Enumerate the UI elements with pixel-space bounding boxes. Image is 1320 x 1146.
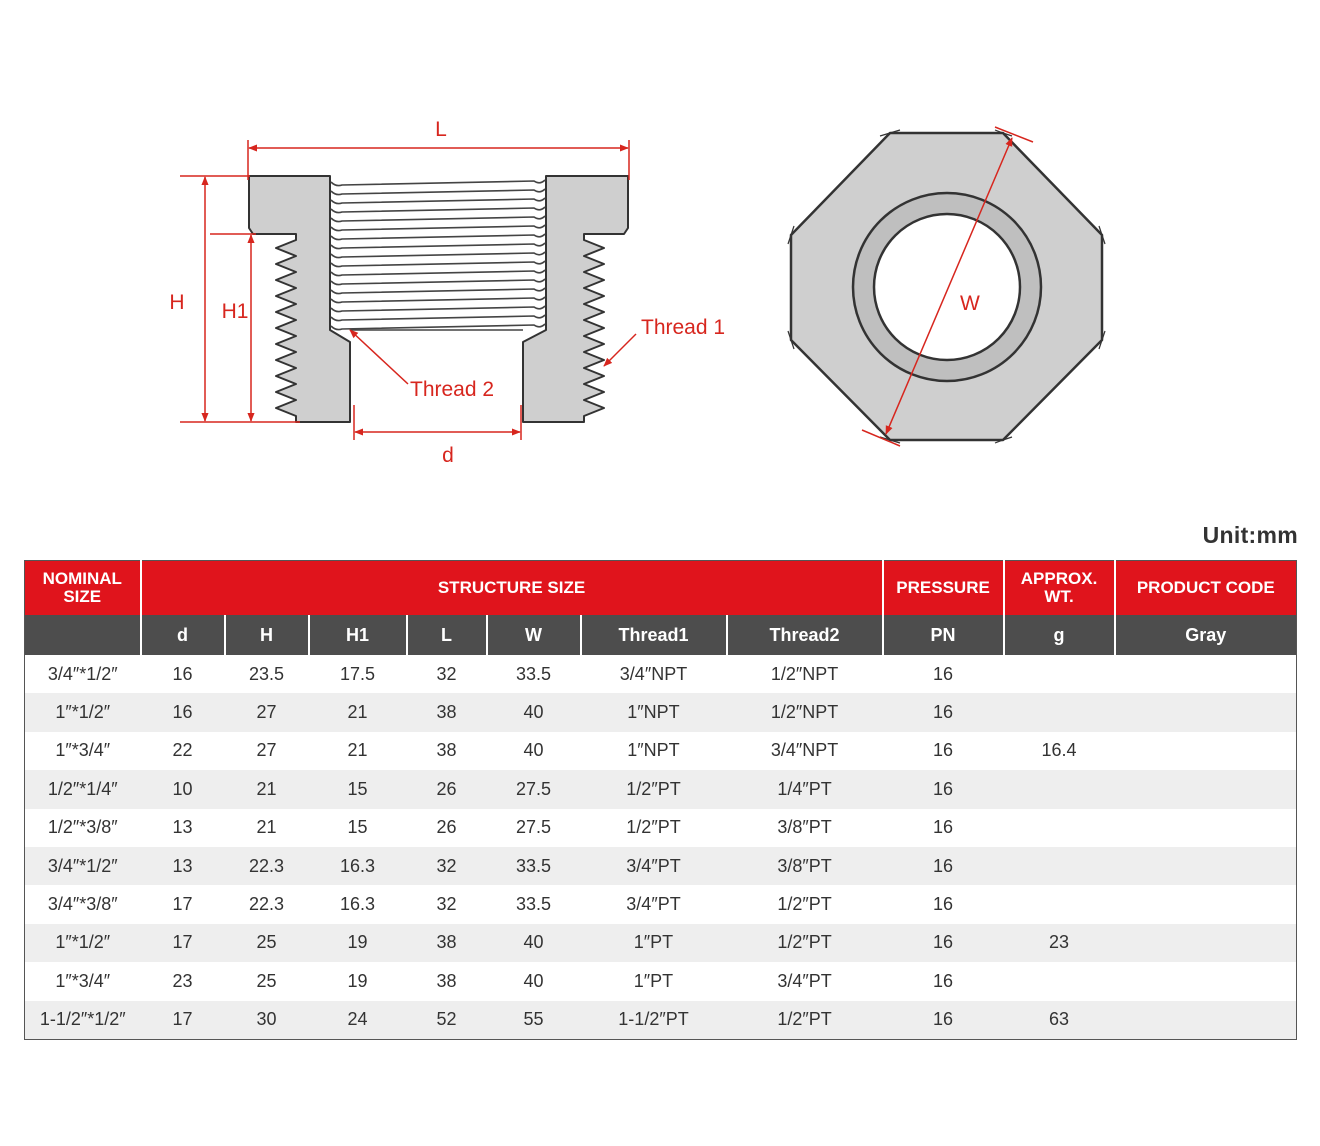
inner-thread-line bbox=[331, 315, 545, 321]
table-cell: 38 bbox=[407, 693, 487, 731]
table-cell: 16 bbox=[883, 1001, 1004, 1040]
table-cell: 16 bbox=[883, 693, 1004, 731]
table-cell: 26 bbox=[407, 770, 487, 808]
table-cell: 19 bbox=[309, 924, 407, 962]
inner-thread-line bbox=[331, 270, 545, 276]
table-cell bbox=[1004, 885, 1115, 923]
subheader-cell bbox=[25, 615, 141, 655]
table-cell: 22 bbox=[141, 732, 225, 770]
label-W: W bbox=[960, 292, 980, 315]
table-cell: 38 bbox=[407, 962, 487, 1000]
table-cell: 32 bbox=[407, 885, 487, 923]
inner-thread-line bbox=[331, 180, 545, 186]
table-cell: 24 bbox=[309, 1001, 407, 1040]
table-cell: 16.4 bbox=[1004, 732, 1115, 770]
table-cell: 1/2″PT bbox=[727, 1001, 883, 1040]
table-cell: 16.3 bbox=[309, 847, 407, 885]
subheader-cell: d bbox=[141, 615, 225, 655]
inner-thread-line bbox=[331, 261, 545, 267]
inner-thread-line bbox=[331, 288, 545, 294]
table-cell: 16 bbox=[883, 847, 1004, 885]
table-row bbox=[25, 732, 1297, 770]
table-cell: 1/2″*1/4″ bbox=[25, 770, 141, 808]
table-cell bbox=[1115, 924, 1297, 962]
table-cell bbox=[1004, 770, 1115, 808]
table-cell: 1″NPT bbox=[581, 693, 727, 731]
table-cell: 10 bbox=[141, 770, 225, 808]
table-cell: 3/4″*1/2″ bbox=[25, 847, 141, 885]
inner-thread-line bbox=[331, 225, 545, 231]
table-cell: 16 bbox=[883, 962, 1004, 1000]
header-structure-size: STRUCTURE SIZE bbox=[141, 561, 883, 616]
table-header-group-row bbox=[25, 561, 1297, 616]
subheader-cell: g bbox=[1004, 615, 1115, 655]
top-view bbox=[788, 127, 1105, 446]
table-cell: 3/4″NPT bbox=[581, 655, 727, 693]
unit-label: Unit:mm bbox=[1202, 522, 1298, 548]
table-cell bbox=[1115, 732, 1297, 770]
label-d: d bbox=[442, 444, 454, 467]
header-approx-wt: APPROX. WT. bbox=[1004, 561, 1115, 616]
subheader-cell: H1 bbox=[309, 615, 407, 655]
inner-thread-lines bbox=[331, 180, 545, 330]
header-pressure: PRESSURE bbox=[883, 561, 1004, 616]
table-cell: 1/2″NPT bbox=[727, 655, 883, 693]
table-cell: 55 bbox=[487, 1001, 581, 1040]
table-cell: 1-1/2″PT bbox=[581, 1001, 727, 1040]
subheader-cell: Thread2 bbox=[727, 615, 883, 655]
table-row bbox=[25, 847, 1297, 885]
table-cell: 32 bbox=[407, 655, 487, 693]
table-cell: 33.5 bbox=[487, 655, 581, 693]
label-H1: H1 bbox=[221, 300, 249, 323]
table-row bbox=[25, 885, 1297, 923]
table-cell: 16 bbox=[883, 732, 1004, 770]
table-row bbox=[25, 693, 1297, 731]
header-nominal-size: NOMINAL SIZE bbox=[25, 561, 141, 616]
table-cell: 40 bbox=[487, 962, 581, 1000]
label-L: L bbox=[435, 118, 447, 141]
table-cell: 17.5 bbox=[309, 655, 407, 693]
table-cell: 3/4″*3/8″ bbox=[25, 885, 141, 923]
table-cell: 27 bbox=[225, 693, 309, 731]
table-cell: 1/2″PT bbox=[727, 885, 883, 923]
table-cell: 63 bbox=[1004, 1001, 1115, 1040]
table-cell bbox=[1004, 962, 1115, 1000]
technical-drawing bbox=[0, 0, 1320, 510]
table-cell: 15 bbox=[309, 770, 407, 808]
table-cell: 1/2″PT bbox=[581, 770, 727, 808]
table-cell bbox=[1115, 1001, 1297, 1040]
inner-thread-line bbox=[331, 216, 545, 222]
table-cell: 27.5 bbox=[487, 809, 581, 847]
table-cell: 23 bbox=[1004, 924, 1115, 962]
table-cell: 16 bbox=[883, 809, 1004, 847]
table-cell: 3/8″PT bbox=[727, 809, 883, 847]
table-cell bbox=[1115, 847, 1297, 885]
subheader-cell: L bbox=[407, 615, 487, 655]
bore-opening bbox=[874, 214, 1020, 360]
inner-thread-line bbox=[331, 189, 545, 195]
table-cell: 3/4″*1/2″ bbox=[25, 655, 141, 693]
table-cell: 33.5 bbox=[487, 885, 581, 923]
table-cell: 30 bbox=[225, 1001, 309, 1040]
table-cell: 3/8″PT bbox=[727, 847, 883, 885]
bushing-left-half bbox=[249, 176, 350, 422]
table-cell bbox=[1115, 770, 1297, 808]
table-cell: 16 bbox=[141, 655, 225, 693]
table-cell bbox=[1004, 847, 1115, 885]
table-cell: 3/4″NPT bbox=[727, 732, 883, 770]
thread2-leader bbox=[350, 330, 408, 384]
table-cell: 52 bbox=[407, 1001, 487, 1040]
inner-thread-line bbox=[331, 297, 545, 303]
label-H: H bbox=[169, 291, 185, 314]
table-cell: 1/2″NPT bbox=[727, 693, 883, 731]
table-row bbox=[25, 962, 1297, 1000]
table-cell: 1/2″*3/8″ bbox=[25, 809, 141, 847]
table-cell: 16 bbox=[141, 693, 225, 731]
table-cell: 16 bbox=[883, 655, 1004, 693]
subheader-cell: Thread1 bbox=[581, 615, 727, 655]
table-cell: 1/2″PT bbox=[727, 924, 883, 962]
table-cell: 16.3 bbox=[309, 885, 407, 923]
table-cell: 22.3 bbox=[225, 847, 309, 885]
table-cell: 1-1/2″*1/2″ bbox=[25, 1001, 141, 1040]
table-cell: 1″*1/2″ bbox=[25, 693, 141, 731]
table-row bbox=[25, 924, 1297, 962]
table-cell bbox=[1004, 809, 1115, 847]
table-cell bbox=[1115, 885, 1297, 923]
label-thread2: Thread 2 bbox=[410, 378, 495, 401]
table-cell: 16 bbox=[883, 924, 1004, 962]
table-cell: 38 bbox=[407, 732, 487, 770]
table-cell bbox=[1004, 655, 1115, 693]
table-cell: 1″NPT bbox=[581, 732, 727, 770]
table-body bbox=[25, 655, 1297, 1039]
table-cell: 32 bbox=[407, 847, 487, 885]
inner-thread-line bbox=[331, 279, 545, 285]
table-row bbox=[25, 770, 1297, 808]
table-cell bbox=[1004, 693, 1115, 731]
inner-thread-line bbox=[331, 306, 545, 312]
table-row bbox=[25, 655, 1297, 693]
table-cell: 1″*3/4″ bbox=[25, 962, 141, 1000]
table-cell: 25 bbox=[225, 962, 309, 1000]
table-cell: 40 bbox=[487, 693, 581, 731]
table-cell: 16 bbox=[883, 885, 1004, 923]
inner-thread-line bbox=[331, 207, 545, 213]
table-row bbox=[25, 1001, 1297, 1040]
table-cell bbox=[1115, 693, 1297, 731]
inner-thread-line bbox=[331, 198, 545, 204]
table-cell: 1″*3/4″ bbox=[25, 732, 141, 770]
table-cell: 21 bbox=[225, 809, 309, 847]
table-cell: 16 bbox=[883, 770, 1004, 808]
table-cell bbox=[1115, 962, 1297, 1000]
thread1-leader bbox=[604, 334, 636, 366]
subheader-cell: H bbox=[225, 615, 309, 655]
table-cell: 17 bbox=[141, 885, 225, 923]
inner-thread-line bbox=[331, 324, 545, 330]
table-cell: 27 bbox=[225, 732, 309, 770]
subheader-cell: Gray bbox=[1115, 615, 1297, 655]
table-cell: 3/4″PT bbox=[581, 885, 727, 923]
table-cell: 23.5 bbox=[225, 655, 309, 693]
table-cell: 21 bbox=[309, 693, 407, 731]
inner-thread-line bbox=[331, 234, 545, 240]
table-cell: 26 bbox=[407, 809, 487, 847]
table-cell: 3/4″PT bbox=[581, 847, 727, 885]
table-cell: 33.5 bbox=[487, 847, 581, 885]
subheader-cell: PN bbox=[883, 615, 1004, 655]
table-cell: 1″PT bbox=[581, 962, 727, 1000]
table-cell bbox=[1115, 809, 1297, 847]
table-cell: 21 bbox=[309, 732, 407, 770]
table-cell: 23 bbox=[141, 962, 225, 1000]
table-cell: 13 bbox=[141, 809, 225, 847]
table-cell: 38 bbox=[407, 924, 487, 962]
table-cell: 17 bbox=[141, 924, 225, 962]
table-cell: 22.3 bbox=[225, 885, 309, 923]
label-thread1: Thread 1 bbox=[641, 316, 726, 339]
table-cell: 3/4″PT bbox=[727, 962, 883, 1000]
spec-table bbox=[24, 560, 1297, 1040]
table-cell: 25 bbox=[225, 924, 309, 962]
inner-thread-line bbox=[331, 243, 545, 249]
table-cell: 13 bbox=[141, 847, 225, 885]
table-row bbox=[25, 809, 1297, 847]
table-cell: 40 bbox=[487, 732, 581, 770]
table-cell: 1″*1/2″ bbox=[25, 924, 141, 962]
table-cell: 1″PT bbox=[581, 924, 727, 962]
inner-thread-line bbox=[331, 252, 545, 258]
table-cell: 27.5 bbox=[487, 770, 581, 808]
subheader-cell: W bbox=[487, 615, 581, 655]
table-cell bbox=[1115, 655, 1297, 693]
table-subheader-row bbox=[25, 615, 1297, 655]
header-product-code: PRODUCT CODE bbox=[1115, 561, 1297, 616]
table-cell: 21 bbox=[225, 770, 309, 808]
table-cell: 15 bbox=[309, 809, 407, 847]
table-cell: 1/4″PT bbox=[727, 770, 883, 808]
table-cell: 17 bbox=[141, 1001, 225, 1040]
table-cell: 19 bbox=[309, 962, 407, 1000]
table-cell: 40 bbox=[487, 924, 581, 962]
table-cell: 1/2″PT bbox=[581, 809, 727, 847]
